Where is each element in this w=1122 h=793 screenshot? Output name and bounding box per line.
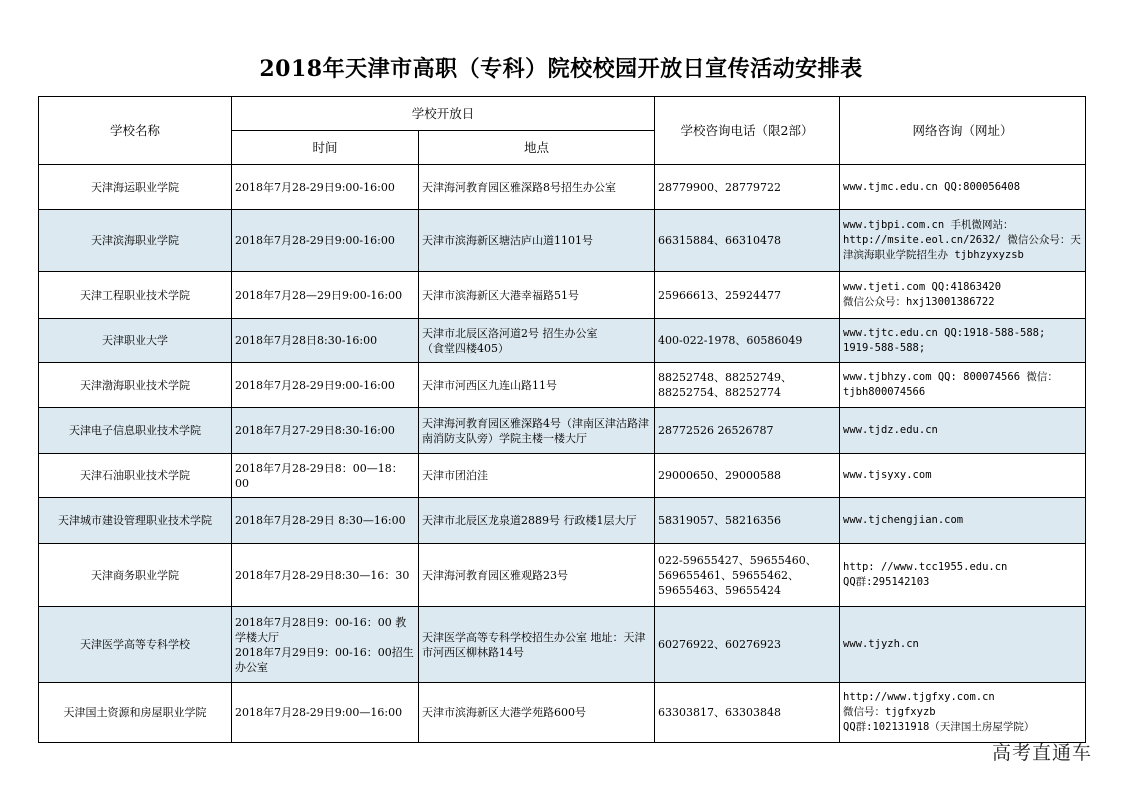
web-contact: www.tjeti.com QQ:41863420 微信公众号：hxj13001386722 bbox=[840, 272, 1086, 319]
open-place: 天津海河教育园区雅观路23号 bbox=[419, 544, 655, 607]
web-contact: www.tjsyxy.com bbox=[840, 454, 1086, 498]
header-open-day: 学校开放日 bbox=[232, 97, 655, 131]
open-place: 天津市北辰区洛河道2号 招生办公室 （食堂四楼405） bbox=[419, 319, 655, 363]
open-place: 天津医学高等专科学校招生办公室 地址：天津市河西区柳林路14号 bbox=[419, 607, 655, 683]
web-contact: http: //www.tcc1955.edu.cn QQ群:295142103 bbox=[840, 544, 1086, 607]
open-time: 2018年7月27-29日8:30-16:00 bbox=[232, 408, 419, 454]
table-row bbox=[39, 498, 1086, 544]
header-school-name: 学校名称 bbox=[39, 97, 232, 165]
phone-numbers: 63303817、63303848 bbox=[655, 683, 840, 743]
table-row bbox=[39, 544, 1086, 607]
web-contact: www.tjyzh.cn bbox=[840, 607, 1086, 683]
school-name: 天津职业大学 bbox=[39, 319, 232, 363]
header-phone: 学校咨询电话（限2部） bbox=[655, 97, 840, 165]
table-row bbox=[39, 683, 1086, 743]
school-name: 天津海运职业学院 bbox=[39, 165, 232, 210]
school-name: 天津国土资源和房屋职业学院 bbox=[39, 683, 232, 743]
open-place: 天津市北辰区龙泉道2889号 行政楼1层大厅 bbox=[419, 498, 655, 544]
phone-numbers: 400-022-1978、60586049 bbox=[655, 319, 840, 363]
open-place: 天津市河西区九连山路11号 bbox=[419, 363, 655, 408]
open-time: 2018年7月28日9：00-16：00 教学楼大厅 2018年7月29日9：00-16：00招生办公室 bbox=[232, 607, 419, 683]
open-place: 天津市团泊洼 bbox=[419, 454, 655, 498]
table-row bbox=[39, 363, 1086, 408]
table-row bbox=[39, 210, 1086, 272]
table-row bbox=[39, 454, 1086, 498]
open-time: 2018年7月28-29日9:00-16:00 bbox=[232, 165, 419, 210]
school-name: 天津医学高等专科学校 bbox=[39, 607, 232, 683]
open-time: 2018年7月28—29日9:00-16:00 bbox=[232, 272, 419, 319]
school-name: 天津石油职业技术学院 bbox=[39, 454, 232, 498]
table-row bbox=[39, 272, 1086, 319]
open-time: 2018年7月28-29日9:00-16:00 bbox=[232, 363, 419, 408]
page-title: 2018年天津市高职（专科）院校校园开放日宣传活动安排表 bbox=[259, 56, 863, 82]
header-web: 网络咨询（网址） bbox=[840, 97, 1086, 165]
phone-numbers: 60276922、60276923 bbox=[655, 607, 840, 683]
open-time: 2018年7月28-29日 8:30—16:00 bbox=[232, 498, 419, 544]
phone-numbers: 66315884、66310478 bbox=[655, 210, 840, 272]
school-name: 天津滨海职业学院 bbox=[39, 210, 232, 272]
web-contact: www.tjbhzy.com QQ: 800074566 微信：tjbh800074566 bbox=[840, 363, 1086, 408]
phone-numbers: 25966613、25924477 bbox=[655, 272, 840, 319]
open-place: 天津海河教育园区雅深路4号（津南区津沽路津南消防支队旁）学院主楼一楼大厅 bbox=[419, 408, 655, 454]
phone-numbers: 88252748、88252749、88252754、88252774 bbox=[655, 363, 840, 408]
school-name: 天津电子信息职业技术学院 bbox=[39, 408, 232, 454]
phone-numbers: 58319057、58216356 bbox=[655, 498, 840, 544]
open-place: 天津市滨海新区塘沽庐山道1101号 bbox=[419, 210, 655, 272]
open-time: 2018年7月28-29日8：00—18：00 bbox=[232, 454, 419, 498]
phone-numbers: 28772526 26526787 bbox=[655, 408, 840, 454]
web-contact: www.tjmc.edu.cn QQ:800056408 bbox=[840, 165, 1086, 210]
open-place: 天津市滨海新区大港学苑路600号 bbox=[419, 683, 655, 743]
web-contact: www.tjdz.edu.cn bbox=[840, 408, 1086, 454]
open-time: 2018年7月28-29日9:00—16:00 bbox=[232, 683, 419, 743]
open-place: 天津市滨海新区大港幸福路51号 bbox=[419, 272, 655, 319]
phone-numbers: 022-59655427、59655460、569655461、59655462、59655463、59655424 bbox=[655, 544, 840, 607]
school-name: 天津城市建设管理职业技术学院 bbox=[39, 498, 232, 544]
web-contact: www.tjchengjian.com bbox=[840, 498, 1086, 544]
open-time: 2018年7月28-29日8:30—16：30 bbox=[232, 544, 419, 607]
table-row bbox=[39, 408, 1086, 454]
table-row bbox=[39, 607, 1086, 683]
phone-numbers: 29000650、29000588 bbox=[655, 454, 840, 498]
web-contact: www.tjtc.edu.cn QQ:1918-588-588; 1919-588-588; bbox=[840, 319, 1086, 363]
phone-numbers: 28779900、28779722 bbox=[655, 165, 840, 210]
open-time: 2018年7月28日8:30-16:00 bbox=[232, 319, 419, 363]
header-time: 时间 bbox=[232, 131, 419, 165]
header-place: 地点 bbox=[419, 131, 655, 165]
school-name: 天津渤海职业技术学院 bbox=[39, 363, 232, 408]
table-row bbox=[39, 319, 1086, 363]
schedule-table bbox=[38, 96, 1086, 743]
school-name: 天津商务职业学院 bbox=[39, 544, 232, 607]
table-row bbox=[39, 165, 1086, 210]
web-contact: http://www.tjgfxy.com.cn 微信号：tjgfxyzb QQ群:102131918（天津国土房屋学院） bbox=[840, 683, 1086, 743]
web-contact: www.tjbpi.com.cn 手机微网站： http://msite.eol.cn/2632/ 微信公众号：天津滨海职业学院招生办 tjbhzyxyzsb bbox=[840, 210, 1086, 272]
school-name: 天津工程职业技术学院 bbox=[39, 272, 232, 319]
open-place: 天津海河教育园区雅深路8号招生办公室 bbox=[419, 165, 655, 210]
open-time: 2018年7月28-29日9:00-16:00 bbox=[232, 210, 419, 272]
watermark-logo: 高考直通车 bbox=[991, 742, 1092, 764]
